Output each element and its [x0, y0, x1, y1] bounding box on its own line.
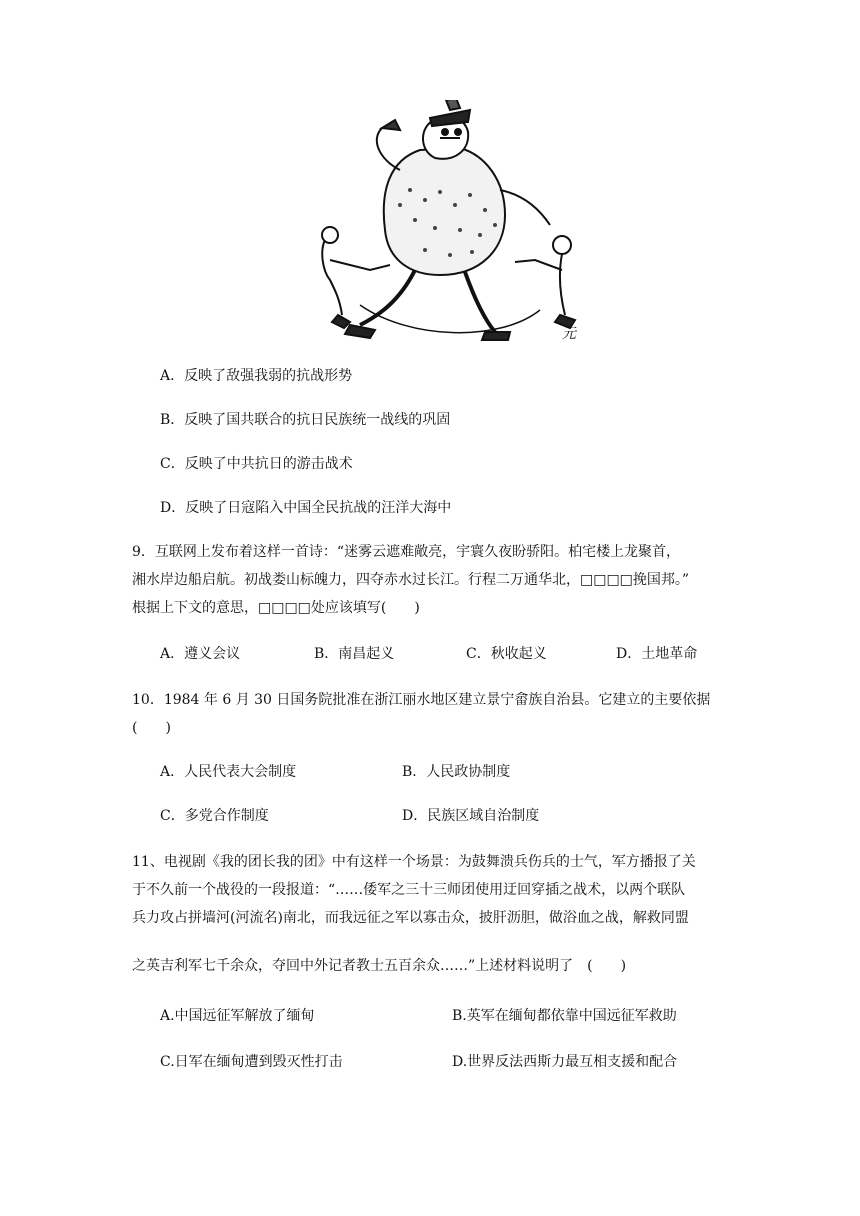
q10-option-b: B．人民政协制度 [402, 764, 511, 780]
q9-stem-line-1: 9．互联网上发布着这样一首诗：“迷雾云遮难敞亮，宇寰久夜盼骄阳。柏宅楼上龙聚首， [132, 544, 681, 560]
cartoon-illustration [300, 100, 592, 344]
q11-stem-line-3: 兵力攻占拼墙河(河流名)南北，而我远征之军以寡击众，披肝沥胆，做浴血之战，解救同盟 [132, 910, 689, 926]
q10-option-c: C．多党合作制度 [160, 808, 269, 824]
q11-stem-line-1: 11、电视剧《我的团长我的团》中有这样一个场景：为鼓舞溃兵伤兵的士气，军方播报了关 [132, 854, 696, 870]
q9-option-a: A．遵义会议 [160, 646, 241, 662]
q8-option-a: A．反映了敌强我弱的抗战形势 [160, 368, 353, 384]
q9-option-b: B．南昌起义 [314, 646, 395, 662]
q10-option-a: A．人民代表大会制度 [160, 764, 297, 780]
cartoon-signature: 元 [562, 326, 576, 342]
q11-stem-line-4: 之英吉利军七千余众，夺回中外记者教士五百余众……”上述材料说明了 ( ) [132, 958, 627, 974]
q10-stem-line-1: 10．1984 年 6 月 30 日国务院批准在浙江丽水地区建立景宁畲族自治县。它建立的主要依据 [132, 692, 711, 708]
q11-option-d: D.世界反法西斯力最互相支援和配合 [452, 1054, 678, 1070]
q11-option-a: A.中国远征军解放了缅甸 [160, 1008, 315, 1024]
q8-option-d: D．反映了日寇陷入中国全民抗战的汪洋大海中 [160, 500, 452, 516]
q9-option-c: C．秋收起义 [466, 646, 547, 662]
q9-stem-line-3: 根据上下文的意思，□□□□处应该填写( ) [132, 600, 420, 616]
q10-option-d: D．民族区域自治制度 [402, 808, 540, 824]
q8-option-c: C．反映了中共抗日的游击战术 [160, 456, 353, 472]
q11-option-c: C.日军在缅甸遭到毁灭性打击 [160, 1054, 343, 1070]
q8-option-b: B．反映了国共联合的抗日民族统一战线的巩固 [160, 412, 451, 428]
q10-stem-line-2: ( ) [132, 720, 171, 736]
q9-stem-line-2: 湘水岸边船启航。初战娄山标魄力，四夺赤水过长江。行程二万通华北，□□□□挽国邦。” [132, 572, 690, 588]
q11-option-b: B.英军在缅甸都依靠中国远征军救助 [452, 1008, 677, 1024]
q11-stem-line-2: 于不久前一个战役的一段报道：“……倭军之三十三师团使用迂回穿插之战术，以两个联队 [132, 882, 686, 898]
q9-option-d: D．土地革命 [616, 646, 698, 662]
